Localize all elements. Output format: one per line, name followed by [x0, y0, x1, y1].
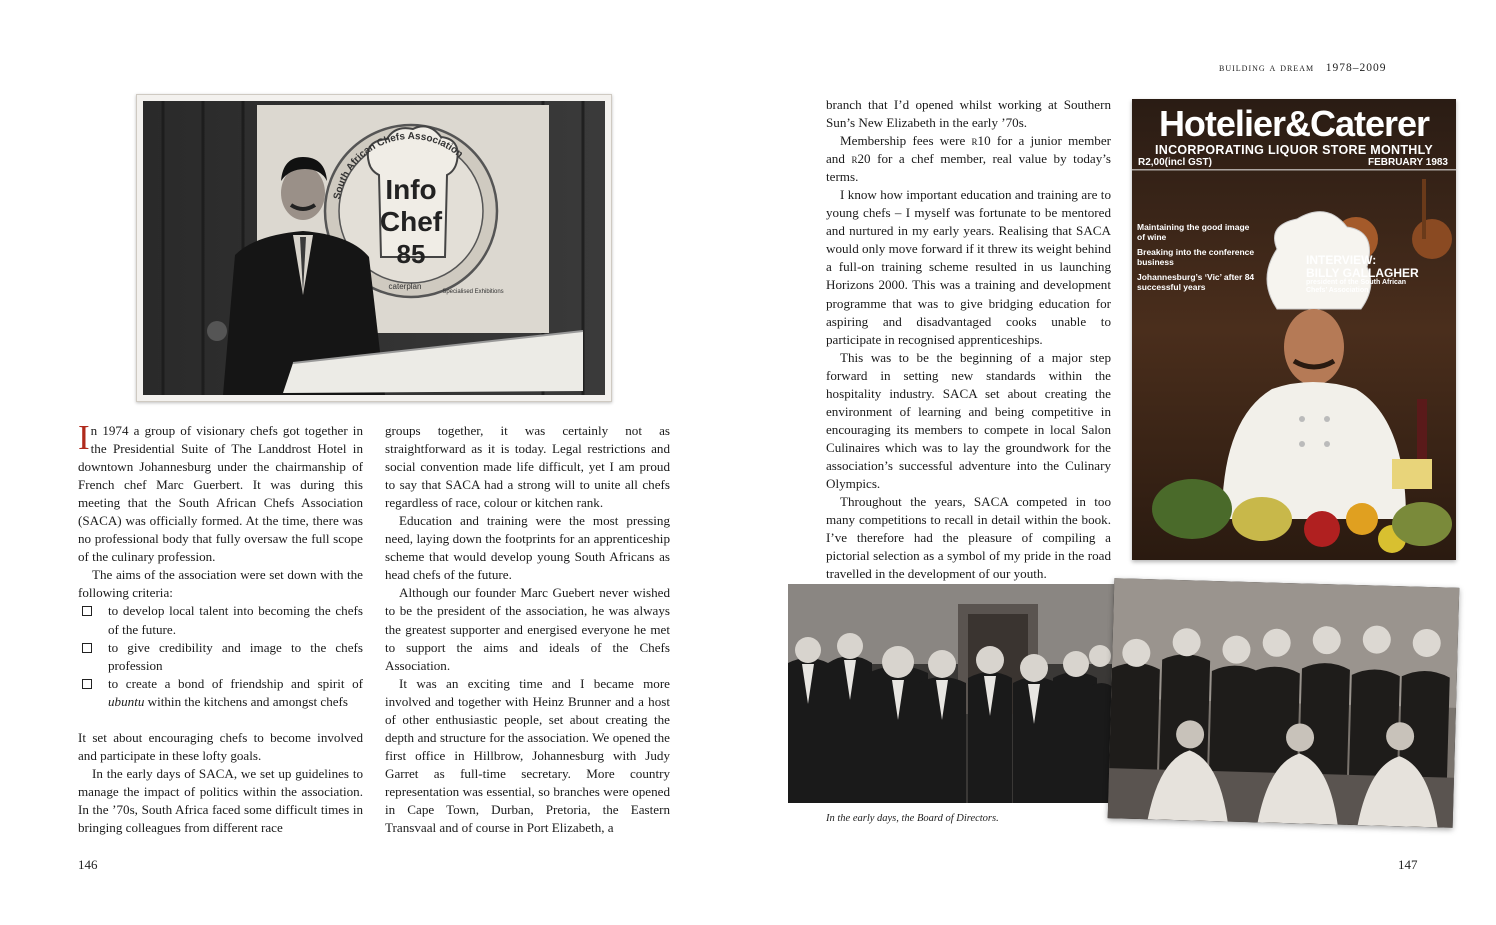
- checkbox-bullet-icon: [82, 606, 92, 616]
- banner-line-3: 85: [396, 239, 426, 269]
- photo-group-seated: [1108, 578, 1460, 828]
- paragraph: I know how important education and training are to young chefs – I myself was fortunate to be mentored and nurtured in my early years. Realising that SACA would only move forward if it threw its weight behind a full-on training scheme resulted in us launching Horizons 2000. This was a training and development programme that was to give bridging education for aspiring and disadvantaged cooks unable to participate in recognised apprenticeships.: [826, 187, 1111, 347]
- paragraph: Although our founder Marc Guebert never wished to be the president of the association, he was always the greatest supporter and energised everyone he met to support the aims and ideals of the Chefs Association.: [385, 585, 670, 673]
- coverline: Breaking into the conference business: [1137, 247, 1255, 267]
- photo-info-chef-85: [136, 94, 612, 402]
- checkbox-bullet-icon: [82, 643, 92, 653]
- list-item: to give credibility and image to the chefs profession: [78, 639, 363, 675]
- left-column-2: [385, 422, 670, 837]
- coverline: Maintaining the good image of wine: [1137, 222, 1250, 242]
- running-head: [1219, 62, 1386, 74]
- magazine-date: FEBRUARY 1983: [1367, 157, 1448, 168]
- magazine-interview: [1306, 254, 1426, 295]
- paragraph: It set about encouraging chefs to become involved and participate in these lofty goals.: [78, 729, 363, 763]
- paragraph: In 1974 a group of visionary chefs got together in the Presidential Suite of The Landdrost Hotel in downtown Johannesburg under the chairmanship of French chef Marc Guerbert. It was during this meeting that the South African Chefs Association (SACA) was officially formed. At the time, there was no professional body that fully oversaw the full scope of the culinary profession.: [78, 418, 363, 565]
- photo-group-standing: [788, 584, 1114, 803]
- running-head-title: building a dream: [1219, 62, 1315, 74]
- running-head-years: 1978–2009: [1325, 62, 1387, 74]
- banner-org-text: South African Chefs Association: [331, 130, 465, 201]
- checkbox-bullet-icon: [82, 679, 92, 689]
- left-column-1: [78, 418, 363, 837]
- magazine-coverlines: [1137, 223, 1257, 298]
- drop-cap: I: [78, 418, 90, 457]
- criteria-list: [78, 602, 363, 710]
- interview-name: BILLY GALLAGHER: [1306, 265, 1419, 280]
- paragraph: Membership fees were r10 for a junior member and r20 for a chef member, real value by today’s terms.: [826, 133, 1111, 185]
- paragraph: In the early days of SACA, we set up guidelines to manage the impact of politics within the association. In the ’70s, South Africa faced some difficult times in bringing colleagues from different race: [78, 765, 363, 835]
- coverline: Johannesburg’s ‘Vic’ after 84 successful years: [1137, 272, 1255, 292]
- photo-podium-speaker: [143, 101, 605, 395]
- paragraph: This was to be the beginning of a major step forward in setting new standards within the hospitality industry. SACA set about creating the environment of learning and being competitive in encouraging its members to compete in local Salon Culinaires which was to lay the groundwork for the association’s successful adventure into the Culinary Olympics.: [826, 349, 1111, 491]
- banner-sponsor-1: caterplan: [388, 282, 422, 291]
- paragraph: branch that I’d opened whilst working at Southern Sun’s New Elizabeth in the early ’70s.: [826, 97, 1111, 131]
- magazine-price: R2,00(incl GST): [1138, 157, 1212, 168]
- banner-line-1: Info: [385, 174, 437, 205]
- photo-board-of-directors-1: [788, 584, 1114, 803]
- list-item: to develop local talent into becoming the chefs of the future.: [78, 602, 363, 638]
- interview-label: INTERVIEW:: [1306, 253, 1377, 267]
- right-column: [826, 96, 1111, 583]
- cover-photo-chef: [1132, 99, 1456, 560]
- photo-caption: In the early days, the Board of Directors.: [826, 813, 999, 824]
- banner-sponsor-2: Specialised Exhibitions: [442, 289, 504, 295]
- photo-board-of-directors-2: [1108, 578, 1460, 828]
- magazine-masthead: Hotelier&Caterer: [1158, 103, 1430, 144]
- paragraph: It was an exciting time and I became more involved and together with Heinz Brunner and a host of other enthusiastic people, set about creating the depth and structure for the association. We opened the first office in Hillbrow, Johannesburg with Judy Garret as full-time secretary. More country representation was essential, so branches were opened in Cape Town, Durban, Pretoria, the Eastern Transvaal and of course in Port Elizabeth, a: [385, 675, 670, 836]
- paragraph: groups together, it was certainly not as straightforward as it is today. Legal restrictions and social convention made life difficult, yet I am proud to say that SACA had a strong will to unite all chefs regardless of race, colour or kitchen rank.: [385, 423, 670, 511]
- paragraph: The aims of the association were set down with the following criteria:: [78, 567, 363, 601]
- paragraph: Education and training were the most pressing need, laying down the footprints for an apprenticeship scheme that would develop young South Africans as head chefs of the future.: [385, 513, 670, 583]
- banner-line-2: Chef: [379, 206, 443, 237]
- magazine-subtitle: INCORPORATING LIQUOR STORE MONTHLY: [1154, 143, 1434, 157]
- paragraph: Throughout the years, SACA competed in too many competitions to recall in detail within the book. I’ve therefore had the pleasure of compiling a pictorial selection as a symbol of my pride in the road travelled in the development of our youth.: [826, 494, 1111, 582]
- interview-desc: president of the South African Chefs’ Association: [1306, 279, 1407, 294]
- list-item: to create a bond of friendship and spirit of ubuntu within the kitchens and amongst chefs: [78, 675, 363, 711]
- page-number-left: 146: [78, 857, 98, 872]
- magazine-cover: [1132, 99, 1456, 560]
- right-page: [748, 0, 1496, 925]
- page-number-right: 147: [1398, 857, 1418, 872]
